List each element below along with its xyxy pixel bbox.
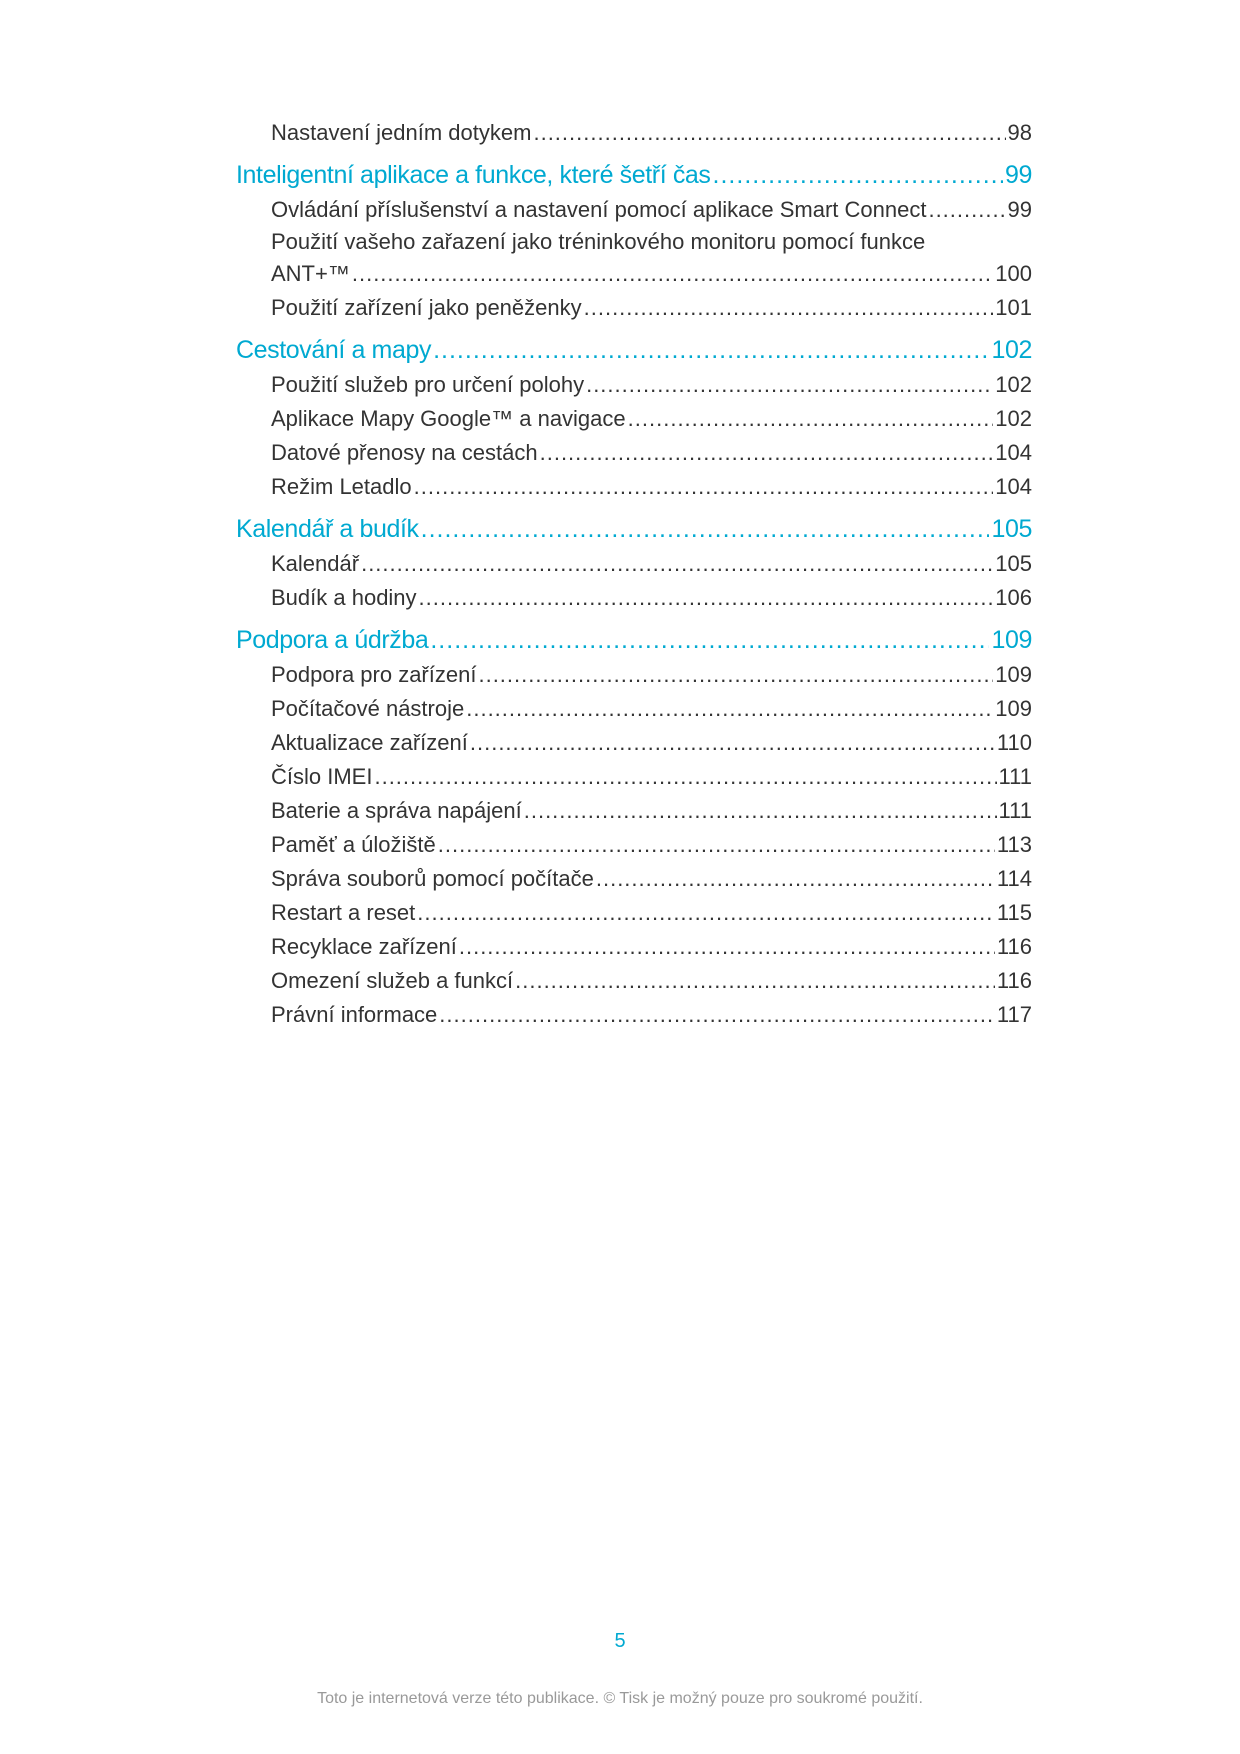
toc-entry[interactable] [236, 581, 1032, 615]
toc-title: Použití služeb pro určení polohy [271, 372, 585, 397]
toc-title: Cestování a mapy [236, 336, 432, 364]
toc-title: Počítačové nástroje [271, 696, 465, 721]
toc-entry[interactable] [236, 227, 1032, 257]
toc-page-number: 116 [996, 934, 1032, 959]
toc-page-number: 102 [991, 336, 1032, 364]
toc-page-number: 100 [995, 261, 1032, 286]
dot-leader [515, 964, 995, 998]
toc-page-number: 117 [996, 1002, 1032, 1027]
toc-entry[interactable] [236, 828, 1032, 862]
toc-title: Recyklace zařízení [271, 934, 457, 959]
toc-entry[interactable] [236, 368, 1032, 402]
toc-title: Aktualizace zařízení [271, 730, 468, 755]
dot-leader [430, 623, 989, 657]
toc-entry[interactable] [236, 658, 1032, 692]
dot-leader [374, 760, 996, 794]
dot-leader [586, 368, 993, 402]
toc-title: Budík a hodiny [271, 585, 417, 610]
dot-leader [361, 547, 993, 581]
toc-page-number: 109 [995, 662, 1032, 687]
toc-page-number: 109 [991, 626, 1032, 654]
toc-entry[interactable] [236, 116, 1032, 150]
dot-leader [352, 257, 993, 291]
toc-page-number: 114 [996, 866, 1032, 891]
dot-leader [478, 658, 993, 692]
toc-title: Kalendář [271, 551, 360, 576]
toc-entry[interactable] [236, 964, 1032, 998]
toc-entry[interactable] [236, 257, 1032, 291]
dot-leader [459, 930, 995, 964]
toc-page-number: 98 [1007, 120, 1032, 145]
toc-page-number: 105 [995, 551, 1032, 576]
toc-title: Kalendář a budík [236, 515, 419, 543]
table-of-contents [236, 116, 1032, 1032]
toc-heading[interactable] [236, 333, 1032, 368]
toc-title: Datové přenosy na cestách [271, 440, 538, 465]
toc-title: Omezení služeb a funkcí [271, 968, 514, 993]
toc-title: Inteligentní aplikace a funkce, které šetří čas [236, 161, 711, 189]
toc-page-number: 104 [995, 440, 1032, 465]
toc-heading[interactable] [236, 623, 1032, 658]
toc-title: Paměť a úložiště [271, 832, 436, 857]
toc-entry[interactable] [236, 930, 1032, 964]
dot-leader [524, 794, 997, 828]
toc-title: Číslo IMEI [271, 764, 373, 789]
toc-entry[interactable] [236, 193, 1032, 227]
toc-title: Nastavení jedním dotykem [271, 120, 532, 145]
toc-page-number: 104 [995, 474, 1032, 499]
toc-entry[interactable] [236, 760, 1032, 794]
dot-leader [540, 436, 994, 470]
toc-page-number: 102 [995, 406, 1032, 431]
toc-entry[interactable] [236, 547, 1032, 581]
toc-entry[interactable] [236, 998, 1032, 1032]
dot-leader [628, 402, 994, 436]
toc-title: Aplikace Mapy Google™ a navigace [271, 406, 626, 431]
toc-page-number: 106 [995, 585, 1032, 610]
toc-page-number: 102 [995, 372, 1032, 397]
dot-leader [533, 116, 1005, 150]
toc-title: Správa souborů pomocí počítače [271, 866, 594, 891]
dot-leader [584, 291, 994, 325]
toc-entry[interactable] [236, 291, 1032, 325]
toc-page-number: 99 [1007, 197, 1032, 222]
toc-title: Restart a reset [271, 900, 416, 925]
toc-title: ANT+™ [271, 261, 350, 286]
toc-heading[interactable] [236, 158, 1032, 193]
toc-page-number: 110 [996, 730, 1032, 755]
dot-leader [928, 193, 1005, 227]
toc-title: Právní informace [271, 1002, 438, 1027]
toc-title: Použití zařízení jako peněženky [271, 295, 582, 320]
toc-entry[interactable] [236, 862, 1032, 896]
toc-title: Podpora pro zařízení [271, 662, 477, 687]
dot-leader [466, 692, 993, 726]
dot-leader [470, 726, 995, 760]
toc-page-number: 111 [998, 764, 1032, 789]
toc-page-number: 99 [1004, 161, 1032, 189]
toc-entry[interactable] [236, 726, 1032, 760]
toc-heading[interactable] [236, 512, 1032, 547]
toc-title: Ovládání příslušenství a nastavení pomocí aplikace Smart Connect [271, 197, 927, 222]
dot-leader [414, 470, 994, 504]
toc-page-number: 101 [995, 295, 1032, 320]
toc-page-number: 109 [995, 696, 1032, 721]
toc-page-number: 111 [998, 798, 1032, 823]
page-number: 5 [614, 1630, 626, 1652]
toc-entry[interactable] [236, 436, 1032, 470]
dot-leader [433, 333, 989, 367]
toc-title: Použití vašeho zařazení jako tréninkového monitoru pomocí funkce [271, 229, 926, 254]
toc-page-number: 113 [996, 832, 1032, 857]
toc-entry[interactable] [236, 470, 1032, 504]
footer-note: Toto je internetová verze této publikace. © Tisk je možný pouze pro soukromé použití. [317, 1690, 923, 1707]
toc-entry[interactable] [236, 896, 1032, 930]
toc-entry[interactable] [236, 692, 1032, 726]
toc-title: Baterie a správa napájení [271, 798, 522, 823]
toc-title: Podpora a údržba [236, 626, 429, 654]
dot-leader [596, 862, 995, 896]
dot-leader [713, 158, 1003, 192]
toc-title: Režim Letadlo [271, 474, 412, 499]
dot-leader [417, 896, 995, 930]
toc-entry[interactable] [236, 402, 1032, 436]
toc-page-number: 115 [996, 900, 1032, 925]
dot-leader [439, 998, 995, 1032]
toc-entry[interactable] [236, 794, 1032, 828]
dot-leader [421, 512, 990, 546]
toc-page-number: 105 [991, 515, 1032, 543]
dot-leader [419, 581, 994, 615]
toc-page-number: 116 [996, 968, 1032, 993]
dot-leader [438, 828, 995, 862]
